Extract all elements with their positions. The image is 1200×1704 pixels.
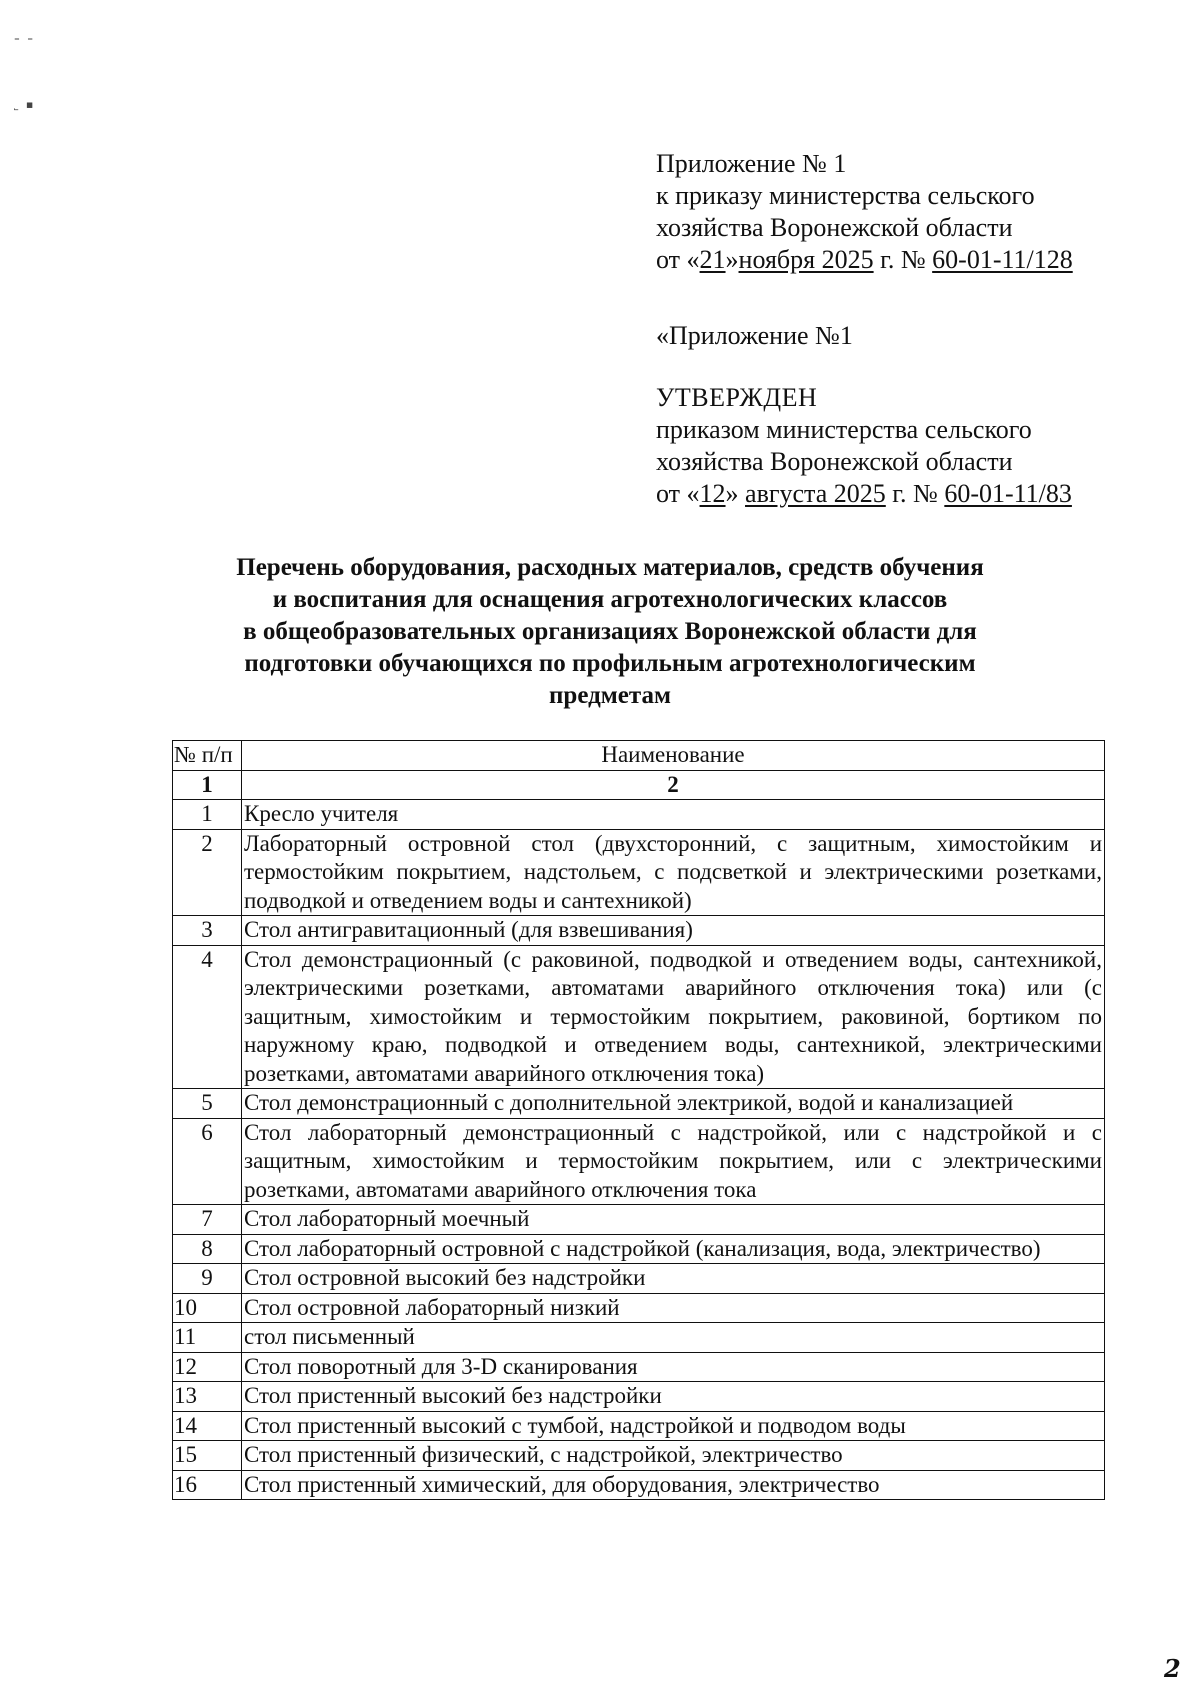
table-row xyxy=(173,1470,1105,1500)
document-title-line2: и воспитания для оснащения агротехнологических классов xyxy=(272,586,948,613)
annex-header-date-suffix: г. № xyxy=(873,245,933,274)
row-name: Лабораторный островной стол (двухсторонний, с защитным, химостойким и термостойким покрытием, надстольем, с подсветкой и электрическими розетками, подводкой и отведением воды и сантехникой) xyxy=(242,829,1105,916)
equipment-table xyxy=(172,740,1105,1500)
row-name: Стол пристенный химический, для оборудования, электричество xyxy=(242,1470,1105,1500)
scan-mark-top: ⁼ ⁼ xyxy=(14,34,36,47)
row-name: Стол антигравитационный (для взвешивания) xyxy=(242,916,1105,946)
row-number: 5 xyxy=(173,1089,242,1119)
annex-header-date-mid: » xyxy=(725,245,739,274)
equipment-table-wrapper xyxy=(172,740,1105,1500)
row-name: Стол лабораторный демонстрационный с надстройкой, или с надстройкой и с защитным, химостойким и термостойким покрытием, или с электрическими розетками, автоматами аварийного отключения тока xyxy=(242,1118,1105,1205)
annex-header-day: 21 xyxy=(699,245,726,274)
document-title xyxy=(170,552,1050,712)
table-row xyxy=(173,1352,1105,1382)
approved-date-suffix: г. № xyxy=(885,479,945,508)
table-row xyxy=(173,1323,1105,1353)
document-title-line3: в общеобразовательных организациях Воронежской области для xyxy=(243,618,977,645)
annex-header-date-prefix: от « xyxy=(656,245,700,274)
table-row xyxy=(173,1293,1105,1323)
approved-date xyxy=(656,478,1176,510)
annex-header-line2: к приказу министерства сельского xyxy=(656,181,1035,210)
annex-quote-line1: «Приложение №1 xyxy=(656,321,853,350)
row-name: Кресло учителя xyxy=(242,800,1105,830)
row-number: 8 xyxy=(173,1234,242,1264)
table-row xyxy=(173,1089,1105,1119)
document-title-line4: подготовки обучающихся по профильным агротехнологическим xyxy=(244,650,976,677)
row-number: 4 xyxy=(173,945,242,1089)
table-row xyxy=(173,945,1105,1089)
row-name: Стол островной высокий без надстройки xyxy=(242,1264,1105,1294)
document-title-line1: Перечень оборудования, расходных материалов, средств обучения xyxy=(236,554,984,581)
row-number: 11 xyxy=(173,1323,242,1353)
row-number: 15 xyxy=(173,1441,242,1471)
table-row xyxy=(173,1205,1105,1235)
table-row xyxy=(173,1234,1105,1264)
approved-month-year: августа 2025 xyxy=(745,479,886,508)
row-number: 13 xyxy=(173,1382,242,1412)
approved-heading: УТВЕРЖДЕН xyxy=(656,383,818,412)
table-header-row xyxy=(173,741,1105,771)
column-numbers-row xyxy=(173,770,1105,800)
row-number: 3 xyxy=(173,916,242,946)
row-name: стол письменный xyxy=(242,1323,1105,1353)
approved-day: 12 xyxy=(699,479,726,508)
row-number: 10 xyxy=(173,1293,242,1323)
table-row xyxy=(173,1411,1105,1441)
table-row xyxy=(173,829,1105,916)
row-name: Стол лабораторный моечный xyxy=(242,1205,1105,1235)
annex-quote xyxy=(656,320,1176,352)
row-name: Стол пристенный высокий с тумбой, надстройкой и подводом воды xyxy=(242,1411,1105,1441)
row-number: 12 xyxy=(173,1352,242,1382)
annex-header-number: 60-01-11/128 xyxy=(932,245,1073,274)
row-name: Стол демонстрационный (с раковиной, подводкой и отведением воды, сантехникой, электрическими розетками, автоматами аварийного отключения тока) или (с защитным, химостойким и термостойким покрытием, раковиной, бортиком по наружному краю, подводкой и отведением воды, сантехникой, электрическими розетками, автоматами аварийного отключения тока) xyxy=(242,945,1105,1089)
row-number: 6 xyxy=(173,1118,242,1205)
approved-block xyxy=(656,382,1176,510)
annex-header-date xyxy=(656,244,1176,276)
table-row xyxy=(173,1264,1105,1294)
annex-header xyxy=(656,148,1176,276)
table-row xyxy=(173,1382,1105,1412)
table-row xyxy=(173,1441,1105,1471)
page-number: 2 xyxy=(1164,1654,1181,1683)
annex-header-month-year: ноября 2025 xyxy=(738,245,874,274)
row-name: Стол пристенный физический, с надстройкой, электричество xyxy=(242,1441,1105,1471)
row-name: Стол лабораторный островной с надстройкой (канализация, вода, электричество) xyxy=(242,1234,1105,1264)
table-row xyxy=(173,916,1105,946)
approved-number: 60-01-11/83 xyxy=(944,479,1072,508)
row-name: Стол пристенный высокий без надстройки xyxy=(242,1382,1105,1412)
row-number: 14 xyxy=(173,1411,242,1441)
document-title-line5: предметам xyxy=(549,682,671,709)
header-name: Наименование xyxy=(242,741,1105,771)
header-num: № п/п xyxy=(173,741,242,771)
row-name: Стол островной лабораторный низкий xyxy=(242,1293,1105,1323)
row-number: 16 xyxy=(173,1470,242,1500)
row-name: Стол демонстрационный с дополнительной электрикой, водой и канализацией xyxy=(242,1089,1105,1119)
row-number: 2 xyxy=(173,829,242,916)
approved-line2: хозяйства Воронежской области xyxy=(656,447,1013,476)
annex-header-line1: Приложение № 1 xyxy=(656,149,847,178)
row-name: Стол поворотный для 3-D сканирования xyxy=(242,1352,1105,1382)
approved-line1: приказом министерства сельского xyxy=(656,415,1032,444)
scan-mark-second: ˾ ▪ xyxy=(14,98,36,111)
table-row xyxy=(173,1118,1105,1205)
column-number-1: 1 xyxy=(173,770,242,800)
approved-date-mid: » xyxy=(725,479,746,508)
table-row xyxy=(173,800,1105,830)
row-number: 9 xyxy=(173,1264,242,1294)
approved-date-prefix: от « xyxy=(656,479,700,508)
annex-header-line3: хозяйства Воронежской области xyxy=(656,213,1013,242)
column-number-2: 2 xyxy=(242,770,1105,800)
row-number: 1 xyxy=(173,800,242,830)
row-number: 7 xyxy=(173,1205,242,1235)
table-body xyxy=(173,770,1105,1500)
